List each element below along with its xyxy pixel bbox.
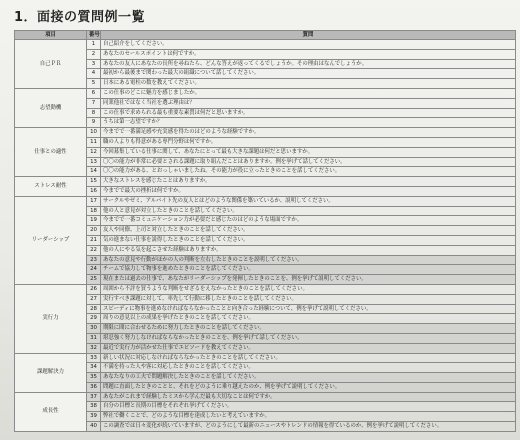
- table-row: [15, 226, 516, 236]
- table-row: [15, 40, 516, 50]
- category-cell: 志望動機: [15, 88, 87, 127]
- table-row: [15, 137, 516, 147]
- question-number: 15: [87, 177, 101, 187]
- table-row: [15, 422, 516, 432]
- table-row: [15, 157, 516, 167]
- question-number: 28: [87, 304, 101, 314]
- table-row: [15, 402, 516, 412]
- question-number: 3: [87, 59, 101, 69]
- question-text: あなたのセールスポイントは何ですか。: [101, 49, 516, 59]
- question-number: 25: [87, 275, 101, 285]
- question-text: 現在または過去の仕事で、あなたがリーダーシップを発揮したときのことを、例を挙げて説明してください。: [101, 275, 516, 285]
- question-text: チームで協力して物事を進めたときのことを話してください。: [101, 265, 516, 275]
- question-text: 問題に直面したときのことと、それをどのように乗り越えたのか、例を挙げて説明してください。: [101, 382, 516, 392]
- category-cell: 課題解決力: [15, 353, 87, 392]
- table-row: [15, 245, 516, 255]
- category-cell: ストレス耐性: [15, 177, 87, 197]
- question-number: 21: [87, 235, 101, 245]
- table-row: [15, 128, 516, 138]
- question-text: 周りの意見以上の成果を挙げたときのことを話してください。: [101, 314, 516, 324]
- question-text: 堪忍強く努力しなければならなかったときのことを、例を挙げて話してください。: [101, 333, 516, 343]
- question-number: 18: [87, 206, 101, 216]
- table-row: [15, 88, 516, 98]
- question-text: 最近で実行力が活かせた仕事でエピソードを教えてください。: [101, 343, 516, 353]
- table-row: [15, 69, 516, 79]
- question-text: 周囲から不評を買うような判断をせざるをえなかったときのことを話してください。: [101, 284, 516, 294]
- question-number: 32: [87, 343, 101, 353]
- category-cell: 自己ＰＲ: [15, 40, 87, 89]
- header-category: 項目: [15, 31, 87, 40]
- question-number: 36: [87, 382, 101, 392]
- question-number: 26: [87, 284, 101, 294]
- question-text: 今までで一番満足感や充実感を得たのはどのような経験ですか。: [101, 128, 516, 138]
- question-number: 34: [87, 363, 101, 373]
- question-number: 6: [87, 88, 101, 98]
- table-row: [15, 275, 516, 285]
- question-text: 新しい状況に対応しなければならなかったときのことを話してください。: [101, 353, 516, 363]
- question-number: 17: [87, 196, 101, 206]
- question-text: 友人や同僚、上司と対立したときのことを話してください。: [101, 226, 516, 236]
- question-text: 自己紹介をしてください。: [101, 40, 516, 50]
- table-row: [15, 324, 516, 334]
- table-row: [15, 49, 516, 59]
- question-number: 4: [87, 69, 101, 79]
- question-number: 38: [87, 402, 101, 412]
- table-row: [15, 363, 516, 373]
- table-row: [15, 186, 516, 196]
- question-number: 11: [87, 137, 101, 147]
- table-row: [15, 196, 516, 206]
- question-number: 37: [87, 392, 101, 402]
- table-row: [15, 412, 516, 422]
- question-number: 30: [87, 324, 101, 334]
- table-row: [15, 343, 516, 353]
- question-number: 29: [87, 314, 101, 324]
- question-text: サークルやゼミ、アルバイト先の友人とはどのような関係を築いているか、説明してください。: [101, 196, 516, 206]
- question-text: この仕事で求められる最も重要な素質は何だと思いますか。: [101, 108, 516, 118]
- question-text: 同業他社ではなく当社を選ぶ理由は？: [101, 98, 516, 108]
- question-text: 〇〇の能力がある、とおっしゃいましたね。その能力が役に立ったときのことを話してください。: [101, 167, 516, 177]
- table-row: [15, 216, 516, 226]
- table-header-row: [15, 31, 516, 40]
- question-text: 期限に間に合わせるために努力したときのことを話してください。: [101, 324, 516, 334]
- question-number: 23: [87, 255, 101, 265]
- question-text: 不満を持った人や客に対応したときのことを話してください。: [101, 363, 516, 373]
- table-row: [15, 118, 516, 128]
- category-cell: 実行力: [15, 284, 87, 353]
- question-number: 13: [87, 157, 101, 167]
- table-row: [15, 108, 516, 118]
- interview-question-table: [14, 30, 516, 432]
- table-row: [15, 79, 516, 89]
- table-row: [15, 235, 516, 245]
- question-text: 今までで一番コミュニケーション力が必要だと感じたのはどのような場面ですか。: [101, 216, 516, 226]
- question-number: 8: [87, 108, 101, 118]
- header-number: 番号: [87, 31, 101, 40]
- question-text: 気の進まない仕事を説得したときのことを話してください。: [101, 235, 516, 245]
- table-row: [15, 206, 516, 216]
- question-text: 職の人よりも得意がある専門分野は何ですか。: [101, 137, 516, 147]
- table-row: [15, 147, 516, 157]
- question-text: 実行すべき課題に対して、率先して行動に移したときのことを話してください。: [101, 294, 516, 304]
- table-row: [15, 314, 516, 324]
- question-text: スピーディに物事を進めなければならなかったことと向き合った経験について、例を挙げて説明してください。: [101, 304, 516, 314]
- question-text: 自分の目標と長期の目標をそれぞれ挙げてください。: [101, 402, 516, 412]
- table-row: [15, 167, 516, 177]
- question-number: 31: [87, 333, 101, 343]
- question-text: 今回募集している仕事に関して、あなたにとって最も大きな課題は何だと思いますか。: [101, 147, 516, 157]
- question-number: 35: [87, 373, 101, 383]
- question-number: 33: [87, 353, 101, 363]
- question-number: 16: [87, 186, 101, 196]
- table-row: [15, 255, 516, 265]
- table-row: [15, 304, 516, 314]
- question-text: うちは第一志望ですか？: [101, 118, 516, 128]
- question-number: 22: [87, 245, 101, 255]
- question-number: 10: [87, 128, 101, 138]
- question-text: 〇〇の能力が非常に必要とされる課題に取り組んだことはありますか。例を挙げて話してください。: [101, 157, 516, 167]
- question-number: 2: [87, 49, 101, 59]
- table-row: [15, 294, 516, 304]
- question-number: 9: [87, 118, 101, 128]
- question-text: あなたの友人にあなたの長所を尋ねたら、どんな答えが返ってくるでしょうか。その理由はなんでしょうか。: [101, 59, 516, 69]
- question-text: 最初から最後まで関わった最大の組織について話してください。: [101, 69, 516, 79]
- question-text: この調査では日々変化が続いていますが、どのようにして最新のニュースやトレンドの情報を得ているのか、例を挙げて説明してください。: [101, 422, 516, 432]
- question-number: 24: [87, 265, 101, 275]
- table-row: [15, 392, 516, 402]
- question-text: 大きなストレスを感じたことはありますか。: [101, 177, 516, 187]
- question-number: 19: [87, 216, 101, 226]
- table-row: [15, 284, 516, 294]
- question-text: 今までで最大の挫折は何ですか。: [101, 186, 516, 196]
- table-row: [15, 333, 516, 343]
- table-row: [15, 59, 516, 69]
- question-number: 1: [87, 40, 101, 50]
- table-row: [15, 373, 516, 383]
- question-number: 40: [87, 422, 101, 432]
- category-cell: 成長性: [15, 392, 87, 431]
- question-number: 12: [87, 147, 101, 157]
- question-number: 20: [87, 226, 101, 236]
- table-row: [15, 177, 516, 187]
- question-text: 弊社で働くことで、どのような目標を達成したいと考えていますか。: [101, 412, 516, 422]
- category-cell: リーダーシップ: [15, 196, 87, 284]
- header-question: 質問: [101, 31, 516, 40]
- question-text: あなたの意見や行動がほかの人の判断を左右したときのことを説明してください。: [101, 255, 516, 265]
- category-cell: 仕事との適性: [15, 128, 87, 177]
- table-row: [15, 98, 516, 108]
- question-number: 5: [87, 79, 101, 89]
- question-text: この仕事のどこに魅力を感じましたか。: [101, 88, 516, 98]
- question-text: 他の人にやる気を起こさせた経験はありますか。: [101, 245, 516, 255]
- question-text: あなたがこれまで経験したミスから学んだ最も大切なことは何ですか。: [101, 392, 516, 402]
- question-number: 14: [87, 167, 101, 177]
- question-number: 39: [87, 412, 101, 422]
- table-row: [15, 353, 516, 363]
- page-title: 1．面接の質問例一覧: [14, 10, 146, 25]
- table-row: [15, 265, 516, 275]
- question-text: 日本にある電柱の数を教えてください。: [101, 79, 516, 89]
- question-text: あなたなりの工夫で問題解決したときのことを話してください。: [101, 373, 516, 383]
- question-text: 他の人と意見が対立したときのことを話してください。: [101, 206, 516, 216]
- question-number: 27: [87, 294, 101, 304]
- table-row: [15, 382, 516, 392]
- question-number: 7: [87, 98, 101, 108]
